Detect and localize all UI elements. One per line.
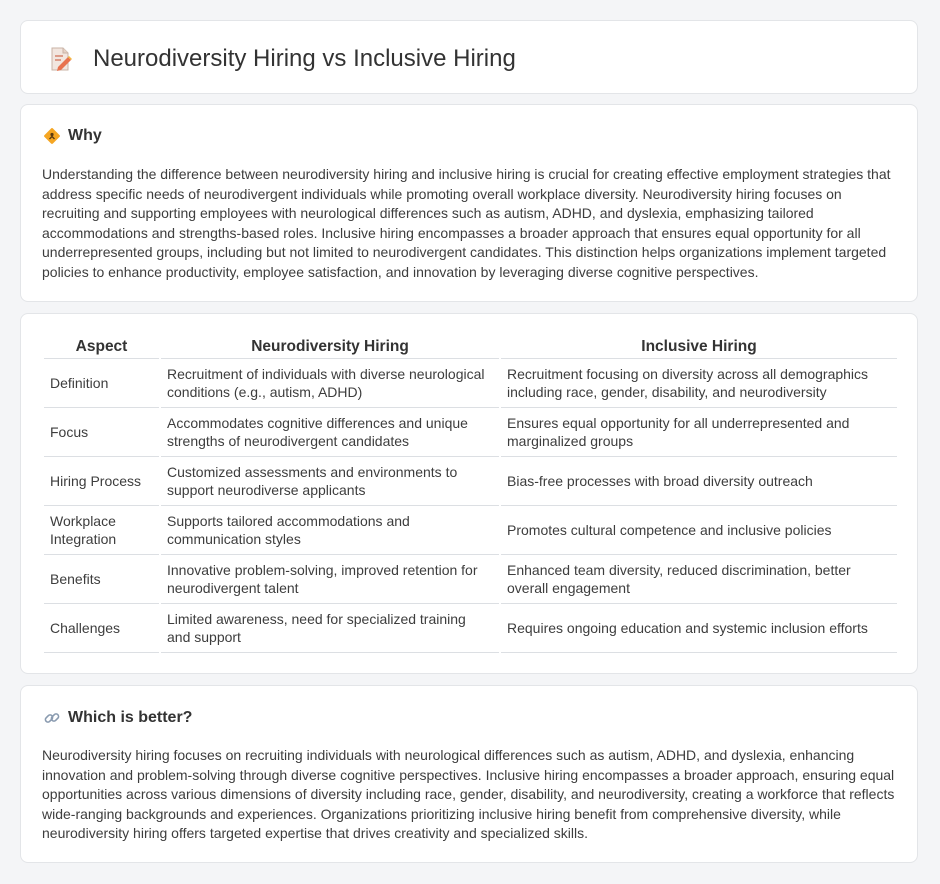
why-text: Understanding the difference between neurodiversity hiring and inclusive hiring is crucial for creating effective employment strategies that address specific needs of neurodivergent individuals while promoting overall workplace diversity. Neurodiversity hiring focuses on recruiting and supporting employees with neurological differences such as autism, ADHD, and dyslexia, emphasizing tailored accommodations and strengths-based roles. Inclusive hiring encompasses a broader approach that ensures equal opportunity for all underrepresented groups, including but not limited to neurodivergent candidates. This distinction helps organizations implement targeted policies to enhance productivity, employee satisfaction, and innovation by leveraging diverse cognitive perspectives.	[42, 166, 891, 280]
row-inclusive: Recruitment focusing on diversity across all demographics including race, gender, disability, and neurodiversity	[501, 359, 897, 408]
link-icon	[43, 709, 61, 727]
row-inclusive: Requires ongoing education and systemic inclusion efforts	[501, 604, 897, 653]
why-heading: Why	[68, 127, 102, 144]
row-neurodiversity: Recruitment of individuals with diverse neurological conditions (e.g., autism, ADHD)	[161, 359, 499, 408]
table-row	[44, 457, 897, 506]
document-pencil-icon	[47, 46, 73, 72]
row-inclusive: Enhanced team diversity, reduced discrimination, better overall engagement	[501, 555, 897, 604]
page-title: Neurodiversity Hiring vs Inclusive Hiring	[93, 45, 516, 72]
why-section	[20, 104, 918, 302]
header-aspect: Aspect	[44, 335, 159, 359]
which-is-better-text: Neurodiversity hiring focuses on recruiting individuals with neurological differences such as autism, ADHD, and dyslexia, enhancing innovation and problem-solving through diverse cognitive perspectives. Inclusive hiring encompasses a broader approach, ensuring equal opportunities across various dimensions of diversity including race, gender, disability, and neurodiversity, creating a workforce that reflects wide-ranging backgrounds and experiences. Organizations prioritizing inclusive hiring benefit from comprehensive diversity, while neurodiversity hiring offers targeted expertise that drives creativity and specialized skills.	[42, 747, 895, 841]
row-neurodiversity: Accommodates cognitive differences and unique strengths of neurodivergent candidates	[161, 408, 499, 457]
row-inclusive: Bias-free processes with broad diversity outreach	[501, 457, 897, 506]
row-aspect: Focus	[44, 408, 159, 457]
row-aspect: Hiring Process	[44, 457, 159, 506]
table-row	[44, 555, 897, 604]
which-is-better-heading: Which is better?	[68, 709, 193, 726]
table-row	[44, 604, 897, 653]
row-aspect: Challenges	[44, 604, 159, 653]
row-neurodiversity: Supports tailored accommodations and communication styles	[161, 506, 499, 555]
row-neurodiversity: Innovative problem-solving, improved retention for neurodivergent talent	[161, 555, 499, 604]
header-neurodiversity: Neurodiversity Hiring	[161, 335, 499, 359]
row-neurodiversity: Customized assessments and environments to support neurodiverse applicants	[161, 457, 499, 506]
which-is-better-section	[20, 685, 918, 863]
comparison-table-card	[20, 313, 918, 674]
table-header-row	[44, 335, 897, 359]
diamond-sign-icon	[43, 127, 61, 145]
row-inclusive: Promotes cultural competence and inclusive policies	[501, 506, 897, 555]
table-row	[44, 408, 897, 457]
row-inclusive: Ensures equal opportunity for all underrepresented and marginalized groups	[501, 408, 897, 457]
header-inclusive: Inclusive Hiring	[501, 335, 897, 359]
table-row	[44, 506, 897, 555]
row-aspect: Definition	[44, 359, 159, 408]
table-row	[44, 359, 897, 408]
row-neurodiversity: Limited awareness, need for specialized training and support	[161, 604, 499, 653]
row-aspect: Workplace Integration	[44, 506, 159, 555]
row-aspect: Benefits	[44, 555, 159, 604]
title-card	[20, 20, 918, 94]
comparison-table	[42, 335, 899, 653]
